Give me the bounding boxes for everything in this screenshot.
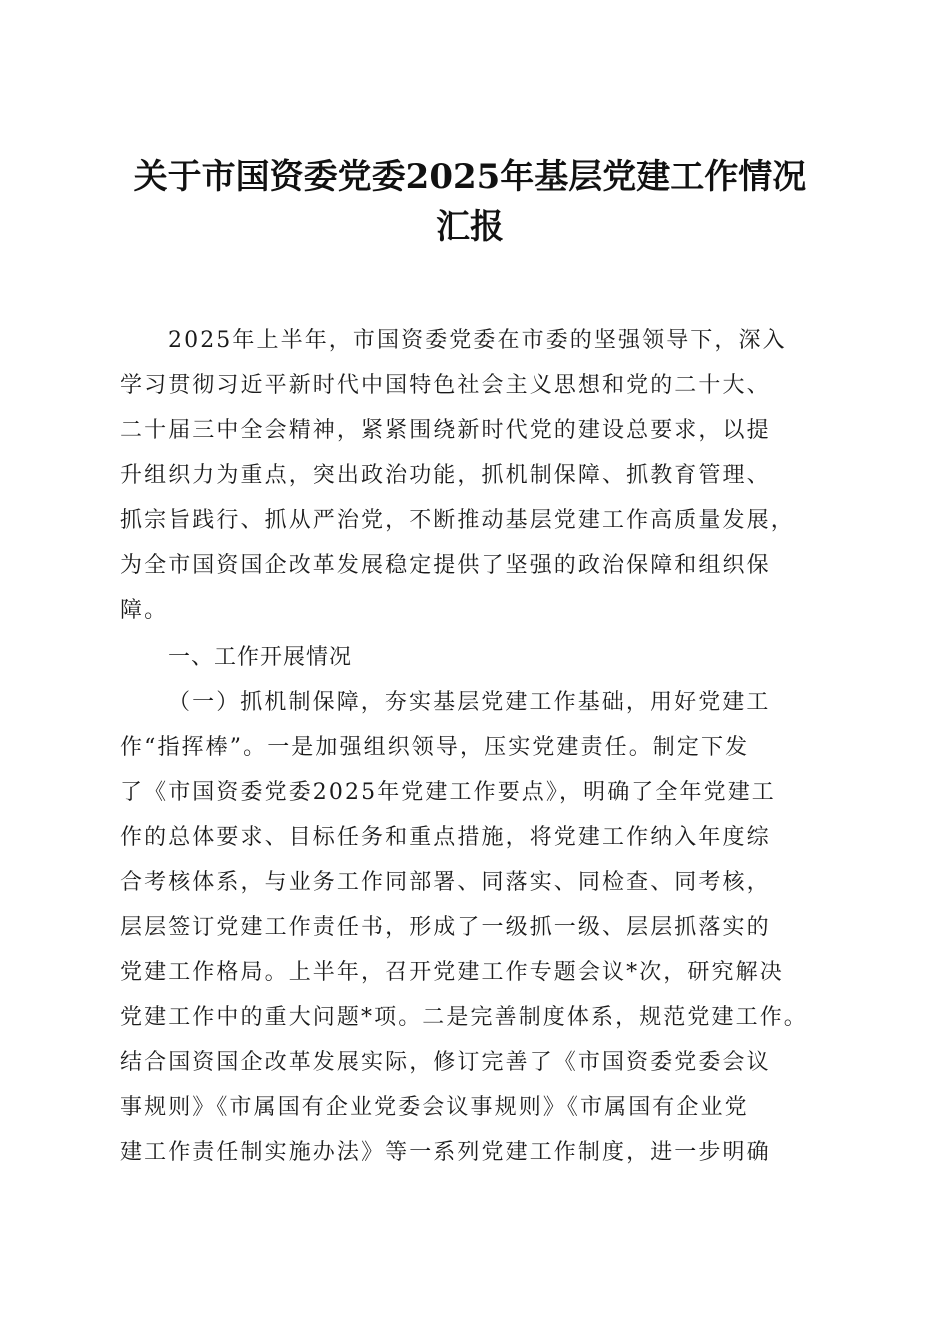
document-body xyxy=(120,318,840,1175)
subsection-line: （一）抓机制保障，夯实基层党建工作基础，用好党建工 xyxy=(168,690,771,715)
document-title xyxy=(100,152,840,252)
intro-line: 抓宗旨践行、抓从严治党，不断推动基层党建工作高质量发展， xyxy=(120,508,795,533)
subsection-line: 建工作责任制实施办法》等一系列党建工作制度，进一步明确 xyxy=(120,1140,771,1165)
subsection-line: 层层签订党建工作责任书，形成了一级抓一级、层层抓落实的 xyxy=(120,915,771,940)
intro-line: 为全市国资国企改革发展稳定提供了坚强的政治保障和组织保 xyxy=(120,553,771,578)
subsection-line: 了《市国资委党委2025年党建工作要点》，明确了全年党建工 xyxy=(120,780,776,805)
subsection-line: 党建工作中的重大问题*项。二是完善制度体系，规范党建工作。 xyxy=(120,1005,808,1030)
subsection-line: 党建工作格局。上半年，召开党建工作专题会议*次，研究解决 xyxy=(120,960,784,985)
intro-line: 学习贯彻习近平新时代中国特色社会主义思想和党的二十大、 xyxy=(120,373,771,398)
intro-line: 二十届三中全会精神，紧紧围绕新时代党的建设总要求，以提 xyxy=(120,418,771,443)
subsection-line: 作“指挥棒”。一是加强组织领导，压实党建责任。制定下发 xyxy=(120,735,750,760)
section-heading: 一、工作开展情况 xyxy=(168,645,353,670)
subsection-line: 合考核体系，与业务工作同部署、同落实、同检查、同考核， xyxy=(120,870,771,895)
subsection-line: 事规则》《市属国有企业党委会议事规则》《市属国有企业党 xyxy=(120,1095,749,1120)
intro-line: 2025年上半年，市国资委党委在市委的坚强领导下，深入 xyxy=(168,328,787,353)
title-line-1: 关于市国资委党委2025年基层党建工作情况 xyxy=(133,157,807,197)
subsection-line: 作的总体要求、目标任务和重点措施，将党建工作纳入年度综 xyxy=(120,825,771,850)
subsection-line: 结合国资国企改革发展实际，修订完善了《市国资委党委会议 xyxy=(120,1050,771,1075)
title-line-2: 汇报 xyxy=(436,207,504,247)
intro-line: 升组织力为重点，突出政治功能，抓机制保障、抓教育管理、 xyxy=(120,463,771,488)
intro-line: 障。 xyxy=(120,598,169,623)
